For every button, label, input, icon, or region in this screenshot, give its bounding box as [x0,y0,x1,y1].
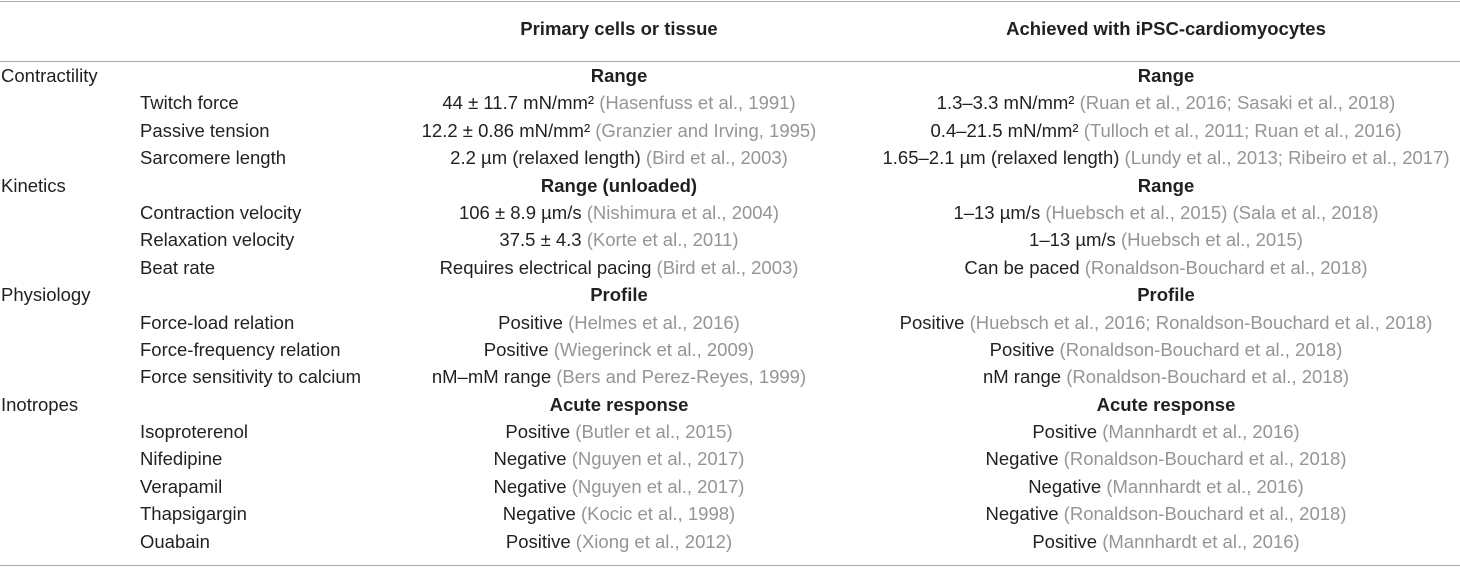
table-row [0,500,1460,527]
table-row [0,336,1460,363]
parameter-label: Beat rate [140,256,216,278]
ipsc-value-cell [877,500,1455,527]
ipsc-value-cell [877,309,1455,336]
value-text: Requires electrical pacing [439,256,657,278]
table-row [0,309,1460,336]
primary-value-cell [419,226,819,253]
value-text: Positive [505,421,576,443]
section-row [0,281,1460,308]
table-body [0,62,1460,555]
citation-link[interactable]: (Bird et al., 2003) [656,256,799,278]
table-row [0,89,1460,116]
primary-value-cell [419,144,819,171]
value-text: Positive [1032,421,1103,443]
parameter-label: Thapsigargin [140,503,247,525]
category-label: Kinetics [1,174,66,196]
ipsc-value-cell [877,473,1455,500]
section-subheader: Profile [1137,284,1195,306]
column-header-ipsc: Achieved with iPSC-cardiomyocytes [1006,18,1326,39]
value-text: Negative [985,503,1064,525]
citation-link[interactable]: (Ruan et al., 2016; [1079,92,1237,114]
citation-link[interactable]: (Wiegerinck et al., 2009) [553,338,755,360]
table-row [0,418,1460,445]
section-subheader: Acute response [549,393,689,415]
parameter-label: Contraction velocity [140,201,302,223]
citation-link[interactable]: (Sala et al., 2018) [1232,201,1379,223]
citation-link[interactable]: (Huebsch et al., 2015) [1045,201,1233,223]
citation-link[interactable]: (Bird et al., 2003) [645,147,788,169]
ipsc-value-cell [877,363,1455,390]
section-subheader: Range (unloaded) [540,174,698,196]
ipsc-value-cell [877,226,1455,253]
citation-link[interactable]: Ribeiro et al., 2017) [1288,147,1450,169]
primary-value-cell [419,418,819,445]
column-header-primary: Primary cells or tissue [520,18,718,39]
value-text: Negative [502,503,581,525]
table-row [0,226,1460,253]
value-text: Negative [1028,475,1107,497]
primary-value-cell [419,500,819,527]
ipsc-value-cell [877,199,1455,226]
citation-link[interactable]: (Mannhardt et al., 2016) [1106,475,1304,497]
citation-link[interactable]: (Tulloch et al., 2011; [1083,119,1255,141]
primary-value-cell [419,254,819,281]
primary-value-cell [419,363,819,390]
citation-link[interactable]: (Ronaldson-Bouchard et al., 2018) [1084,256,1368,278]
value-text: Negative [493,475,572,497]
value-text: Positive [498,311,569,333]
citation-link[interactable]: (Huebsch et al., 2015) [1120,229,1303,251]
category-label: Contractility [1,65,98,86]
parameter-label: Isoproterenol [140,421,248,443]
section-subheader: Profile [590,284,648,306]
table-row [0,445,1460,472]
value-text: Can be paced [964,256,1085,278]
value-text: 1.65–2.1 µm (relaxed length) [882,147,1125,169]
primary-value-cell [419,445,819,472]
table-row [0,363,1460,390]
primary-value-cell [419,336,819,363]
citation-link[interactable]: (Helmes et al., 2016) [568,311,740,333]
citation-link[interactable]: (Butler et al., 2015) [575,421,733,443]
citation-link[interactable]: Ruan et al., 2016) [1254,119,1402,141]
value-text: 1–13 µm/s [953,201,1046,223]
section-row [0,62,1460,89]
parameter-label: Ouabain [140,530,210,552]
citation-link[interactable]: (Ronaldson-Bouchard et al., 2018) [1063,448,1347,470]
parameter-label: Sarcomere length [140,147,287,169]
citation-link[interactable]: (Ronaldson-Bouchard et al., 2018) [1066,366,1350,388]
citation-link[interactable]: (Mannhardt et al., 2016) [1102,421,1300,443]
table-row [0,473,1460,500]
section-subheader: Range [1137,174,1195,196]
bottom-rule [0,565,1460,566]
primary-value-cell [419,528,819,555]
table-row [0,199,1460,226]
value-text: 2.2 µm (relaxed length) [450,147,646,169]
ipsc-value-cell [877,89,1455,116]
value-text: 106 ± 8.9 µm/s [458,201,587,223]
citation-link[interactable]: (Nishimura et al., 2004) [586,201,780,223]
table-row [0,144,1460,171]
primary-value-cell [419,117,819,144]
primary-value-cell [419,473,819,500]
parameter-label: Relaxation velocity [140,229,295,251]
value-text: Positive [483,338,554,360]
citation-link[interactable]: (Mannhardt et al., 2016) [1102,530,1300,552]
value-text: Positive [989,338,1060,360]
primary-value-cell [419,89,819,116]
ipsc-value-cell [877,445,1455,472]
value-text: 44 ± 11.7 mN/mm² [442,92,600,114]
parameter-label: Force-load relation [140,311,295,333]
section-subheader: Range [1137,65,1195,86]
primary-value-cell [419,309,819,336]
citation-link[interactable]: Sasaki et al., 2018) [1236,92,1396,114]
table-row [0,117,1460,144]
citation-link[interactable]: Ronaldson-Bouchard et al., 2018) [1155,311,1433,333]
ipsc-value-cell [877,418,1455,445]
citation-link[interactable]: (Nguyen et al., 2017) [571,448,745,470]
citation-link[interactable]: (Ronaldson-Bouchard et al., 2018) [1063,503,1347,525]
citation-link[interactable]: (Bers and Perez-Reyes, 1999) [556,366,807,388]
citation-link[interactable]: (Kocic et al., 1998) [580,503,736,525]
value-text: 1–13 µm/s [1029,229,1121,251]
value-text: 1.3–3.3 mN/mm² [936,92,1080,114]
value-text: 0.4–21.5 mN/mm² [930,119,1084,141]
table-row [0,254,1460,281]
ipsc-value-cell [877,117,1455,144]
citation-link[interactable]: (Lundy et al., 2013; [1124,147,1289,169]
table-row [0,528,1460,555]
citation-link[interactable]: (Huebsch et al., 2016; [969,311,1156,333]
section-subheader: Acute response [1096,393,1236,415]
section-row [0,172,1460,199]
ipsc-value-cell [877,528,1455,555]
value-text: 37.5 ± 4.3 [499,229,587,251]
parameter-label: Force-frequency relation [140,338,341,360]
section-subheader: Range [590,65,648,86]
value-text: nM–mM range [431,366,557,388]
citation-link[interactable]: (Hasenfuss et al., 1991) [599,92,796,114]
value-text: nM range [982,366,1067,388]
category-label: Inotropes [1,393,79,415]
value-text: Positive [899,311,970,333]
value-text: 12.2 ± 0.86 mN/mm² [421,119,596,141]
citation-link[interactable]: (Nguyen et al., 2017) [571,475,745,497]
value-text: Positive [505,530,576,552]
ipsc-value-cell [877,336,1455,363]
value-text: Negative [985,448,1064,470]
primary-value-cell [419,199,819,226]
citation-link[interactable]: (Xiong et al., 2012) [575,530,733,552]
parameter-label: Verapamil [140,475,223,497]
parameter-label: Twitch force [140,92,239,114]
section-row [0,391,1460,418]
ipsc-value-cell [877,254,1455,281]
value-text: Negative [493,448,572,470]
ipsc-value-cell [877,144,1455,171]
citation-link[interactable]: (Korte et al., 2011) [586,229,739,251]
category-label: Physiology [1,284,91,306]
citation-link[interactable]: (Granzier and Irving, 1995) [595,119,817,141]
parameter-label: Nifedipine [140,448,223,470]
parameter-label: Passive tension [140,119,270,141]
value-text: Positive [1032,530,1103,552]
citation-link[interactable]: (Ronaldson-Bouchard et al., 2018) [1059,338,1343,360]
parameter-label: Force sensitivity to calcium [140,366,362,388]
